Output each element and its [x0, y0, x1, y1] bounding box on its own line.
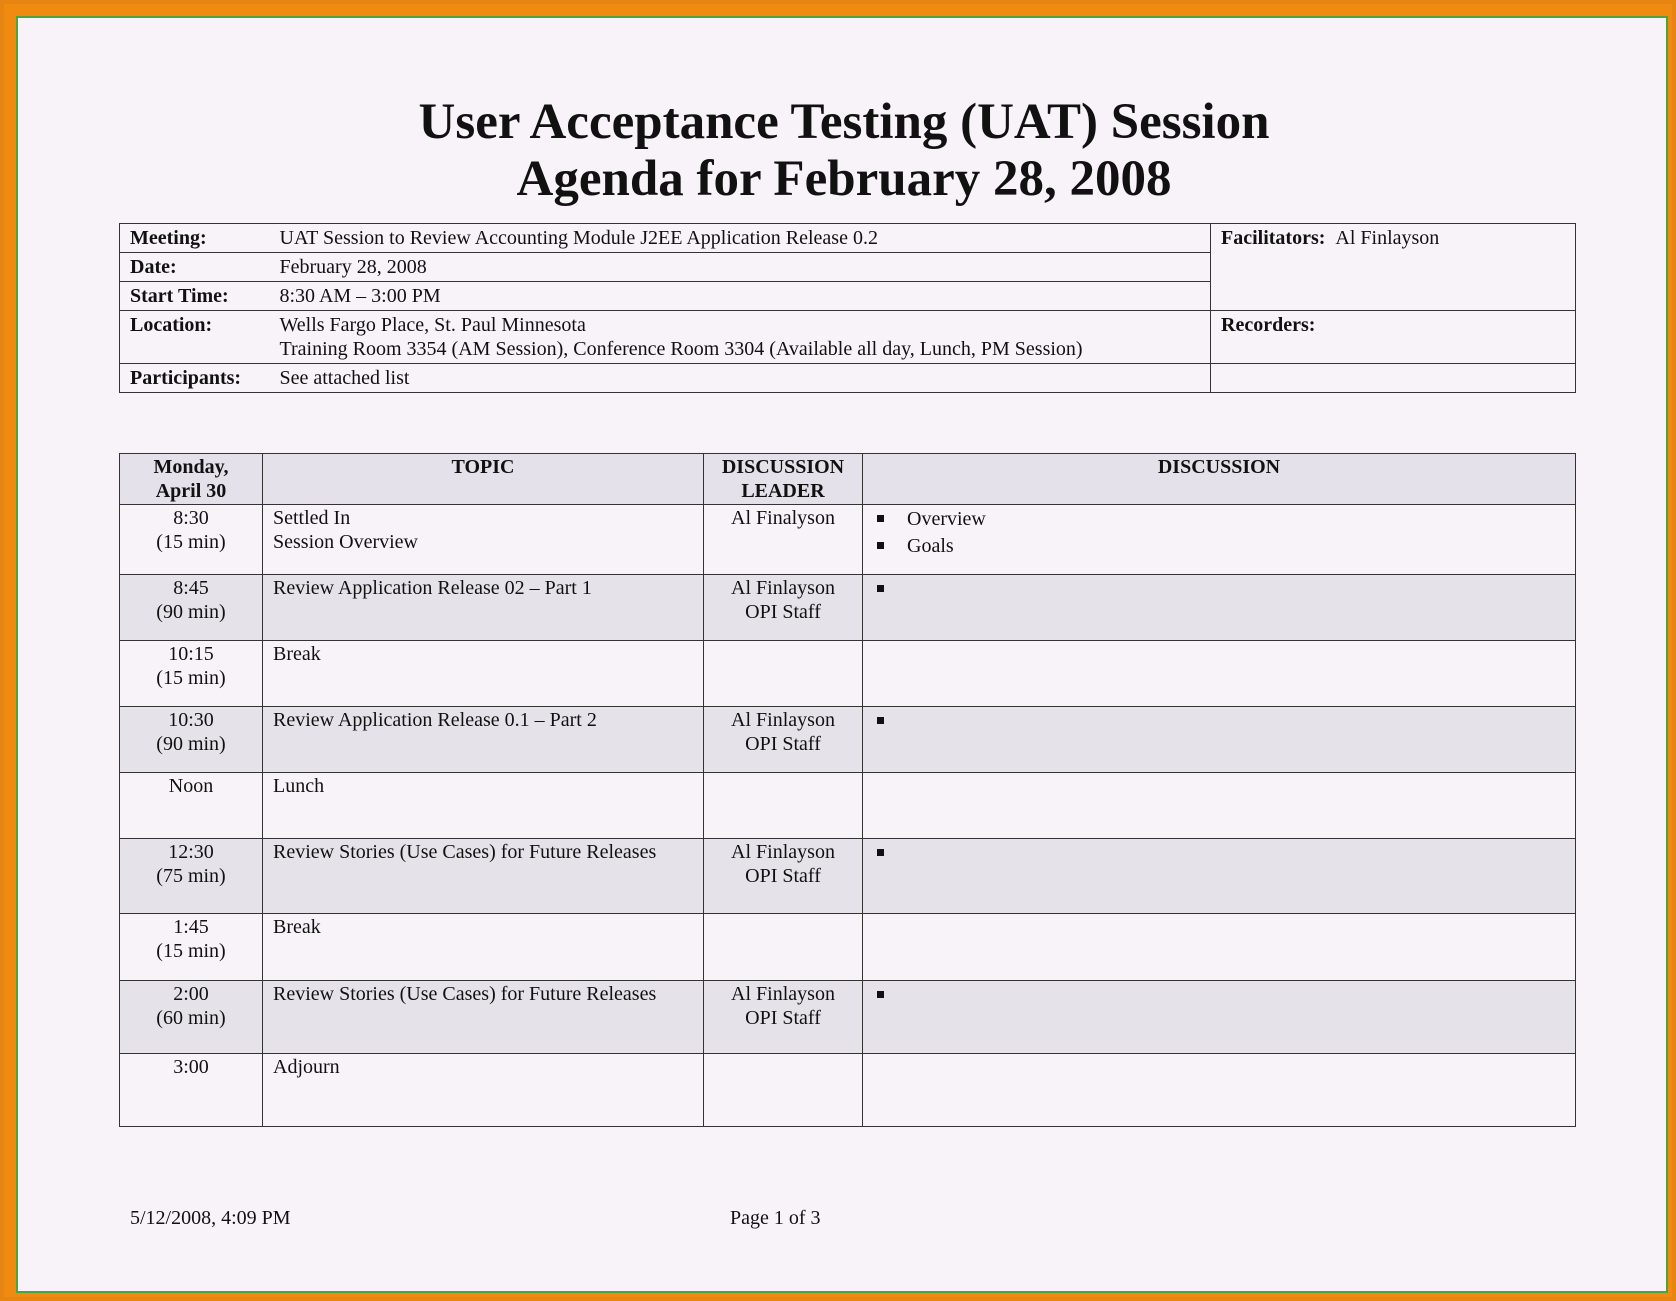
- agenda-leader-cell: [704, 575, 863, 641]
- agenda-time-cell: [120, 707, 263, 773]
- agenda-row: [120, 575, 1576, 641]
- agenda-leader-cell: [704, 773, 863, 839]
- agenda-topic-cell: [263, 505, 704, 575]
- participants-label: Participants:: [120, 364, 270, 393]
- header-day-line-2: April 30: [155, 480, 227, 502]
- document-page: [16, 16, 1668, 1293]
- location-value: [270, 311, 1211, 364]
- agenda-discussion-cell: [863, 773, 1576, 839]
- discussion-bullet-item: [873, 576, 1565, 600]
- agenda-topic-cell: [263, 575, 704, 641]
- location-line-1: Wells Fargo Place, St. Paul Minnesota: [279, 314, 586, 336]
- agenda-duration: (90 min): [156, 733, 226, 755]
- agenda-row: [120, 707, 1576, 773]
- agenda-time-cell: [120, 505, 263, 575]
- agenda-row: [120, 773, 1576, 839]
- header-leader: [704, 454, 863, 505]
- participants-value: See attached list: [270, 364, 1211, 393]
- date-value: February 28, 2008: [270, 253, 1211, 282]
- agenda-header-row: [120, 454, 1576, 505]
- agenda-discussion-cell: [863, 1054, 1576, 1127]
- title-line-1: User Acceptance Testing (UAT) Session: [418, 94, 1270, 150]
- agenda-time: 8:30: [173, 507, 209, 529]
- start-time-label: Start Time:: [120, 282, 270, 311]
- agenda-leader-secondary: OPI Staff: [745, 1007, 821, 1029]
- agenda-leader: Al Finalyson: [731, 507, 835, 529]
- agenda-leader-cell: [704, 839, 863, 914]
- agenda-duration: (75 min): [156, 865, 226, 887]
- discussion-bullet-list: [873, 576, 1565, 600]
- agenda-time: Noon: [168, 775, 214, 797]
- participants-side-cell: [1211, 364, 1576, 393]
- agenda-topic-cell: [263, 773, 704, 839]
- agenda-leader-secondary: OPI Staff: [745, 865, 821, 887]
- header-day-line-1: Monday,: [153, 456, 229, 478]
- date-label: Date:: [120, 253, 270, 282]
- agenda-time: 3:00: [173, 1056, 209, 1078]
- agenda-topic: Break: [273, 916, 321, 938]
- agenda-row: [120, 981, 1576, 1054]
- title-line-2: Agenda for February 28, 2008: [516, 151, 1172, 207]
- agenda-leader-cell: [704, 707, 863, 773]
- header-topic: TOPIC: [263, 454, 704, 505]
- agenda-discussion-cell: [863, 981, 1576, 1054]
- agenda-time-cell: [120, 981, 263, 1054]
- discussion-bullet-item: [873, 840, 1565, 864]
- agenda-topic-cell: [263, 839, 704, 914]
- discussion-bullet-list: [873, 982, 1565, 1006]
- meeting-label: Meeting:: [120, 224, 270, 253]
- start-time-value: 8:30 AM – 3:00 PM: [270, 282, 1211, 311]
- discussion-bullet-item: Overview: [873, 506, 1565, 533]
- document-title: [18, 94, 1670, 208]
- agenda-discussion-cell: [863, 707, 1576, 773]
- meeting-row: [120, 224, 1576, 253]
- agenda-topic: Break: [273, 643, 321, 665]
- agenda-topic: Lunch: [273, 775, 325, 797]
- agenda-time: 10:15: [168, 643, 214, 665]
- agenda-leader: Al Finlayson: [731, 841, 835, 863]
- location-line-2: Training Room 3354 (AM Session), Conference Room 3304 (Available all day, Lunch, PM Session): [279, 338, 1083, 360]
- facilitators-label: Facilitators:: [1221, 227, 1326, 249]
- agenda-row: [120, 1054, 1576, 1127]
- agenda-discussion-cell: [863, 505, 1576, 575]
- agenda-topic-cell: [263, 981, 704, 1054]
- agenda-time-cell: [120, 641, 263, 707]
- participants-row: [120, 364, 1576, 393]
- meeting-value: UAT Session to Review Accounting Module J2EE Application Release 0.2: [270, 224, 1211, 253]
- agenda-leader: Al Finlayson: [731, 577, 835, 599]
- agenda-time-cell: [120, 575, 263, 641]
- header-day: [120, 454, 263, 505]
- agenda-duration: (15 min): [156, 531, 226, 553]
- facilitators-value: Al Finlayson: [1335, 227, 1440, 249]
- agenda-topic: Review Application Release 0.1 – Part 2: [273, 709, 597, 731]
- discussion-bullet-item: Goals: [873, 533, 1565, 560]
- agenda-topic-cell: [263, 641, 704, 707]
- agenda-topic: Adjourn: [273, 1056, 340, 1078]
- agenda-topic: Settled In: [273, 507, 351, 529]
- agenda-time: 2:00: [173, 983, 209, 1005]
- discussion-bullet-item: [873, 708, 1565, 732]
- agenda-duration: (15 min): [156, 667, 226, 689]
- agenda-duration: (90 min): [156, 601, 226, 623]
- agenda-row: [120, 641, 1576, 707]
- agenda-topic: Review Application Release 02 – Part 1: [273, 577, 592, 599]
- discussion-bullet-list: [873, 506, 1565, 560]
- agenda-leader-cell: [704, 641, 863, 707]
- agenda-time-cell: [120, 1054, 263, 1127]
- agenda-duration: (60 min): [156, 1007, 226, 1029]
- agenda-time: 10:30: [168, 709, 214, 731]
- agenda-time-cell: [120, 914, 263, 981]
- agenda-table: [119, 453, 1576, 1127]
- agenda-row: [120, 839, 1576, 914]
- agenda-discussion-cell: [863, 914, 1576, 981]
- header-leader-line-1: DISCUSSION: [721, 456, 845, 478]
- agenda-duration: (15 min): [156, 940, 226, 962]
- header-discussion: DISCUSSION: [863, 454, 1576, 505]
- agenda-discussion-cell: [863, 641, 1576, 707]
- agenda-topic-cell: [263, 707, 704, 773]
- footer-timestamp: 5/12/2008, 4:09 PM: [130, 1207, 291, 1229]
- footer-page-number: Page 1 of 3: [730, 1207, 821, 1229]
- agenda-topic-secondary: Session Overview: [273, 531, 418, 553]
- location-row: [120, 311, 1576, 364]
- agenda-body: [120, 505, 1576, 1127]
- agenda-row: [120, 505, 1576, 575]
- agenda-leader: Al Finlayson: [731, 709, 835, 731]
- facilitators-cell: [1211, 224, 1576, 311]
- recorders-label: Recorders:: [1221, 314, 1316, 336]
- agenda-topic-cell: [263, 914, 704, 981]
- agenda-discussion-cell: [863, 575, 1576, 641]
- agenda-time-cell: [120, 773, 263, 839]
- discussion-bullet-item: [873, 982, 1565, 1006]
- agenda-leader-cell: [704, 914, 863, 981]
- discussion-bullet-list: [873, 840, 1565, 864]
- header-leader-line-2: LEADER: [741, 480, 825, 502]
- recorders-cell: [1211, 311, 1576, 364]
- agenda-leader-cell: [704, 981, 863, 1054]
- agenda-topic-cell: [263, 1054, 704, 1127]
- agenda-time: 1:45: [173, 916, 209, 938]
- agenda-time: 12:30: [168, 841, 214, 863]
- agenda-time: 8:45: [173, 577, 209, 599]
- agenda-leader-secondary: OPI Staff: [745, 733, 821, 755]
- agenda-discussion-cell: [863, 839, 1576, 914]
- agenda-time-cell: [120, 839, 263, 914]
- agenda-leader: Al Finlayson: [731, 983, 835, 1005]
- agenda-leader-secondary: OPI Staff: [745, 601, 821, 623]
- agenda-topic: Review Stories (Use Cases) for Future Releases: [273, 983, 657, 1005]
- agenda-topic: Review Stories (Use Cases) for Future Releases: [273, 841, 657, 863]
- location-label: Location:: [120, 311, 270, 364]
- agenda-leader-cell: [704, 1054, 863, 1127]
- agenda-leader-cell: [704, 505, 863, 575]
- meeting-info-table: [119, 223, 1576, 393]
- agenda-row: [120, 914, 1576, 981]
- discussion-bullet-list: [873, 708, 1565, 732]
